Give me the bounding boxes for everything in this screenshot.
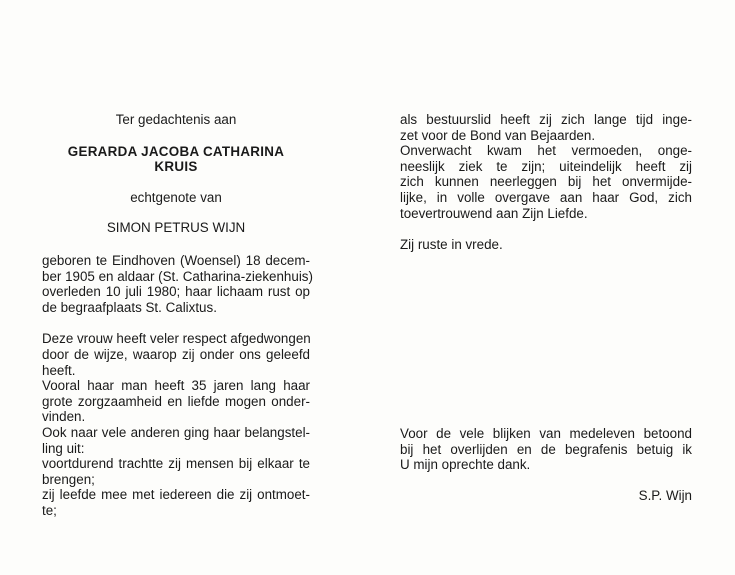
text-line: de begraafplaats St. Calixtus. <box>42 299 217 315</box>
tribute-paragraph <box>42 331 310 518</box>
text-line: U mijn oprechte dank. <box>400 457 531 473</box>
closing-section <box>400 426 692 503</box>
text-line: vinden. <box>42 409 86 425</box>
intro-text: Ter gedachtenis aan <box>115 112 237 127</box>
text-line: door de wijze, waarop zij onder ons geleefd <box>42 346 310 362</box>
text-line: Deze vrouw heeft veler respect afgedwongen <box>42 331 311 347</box>
deceased-name-line2: KRUIS <box>154 159 198 175</box>
spouse-label: echtgenote van <box>130 189 222 205</box>
rest-in-peace: Zij ruste in vrede. <box>400 237 503 253</box>
text-line: neeslijk ziek te zijn; uiteindelijk heeft zij <box>400 158 692 174</box>
text-line: heeft. <box>42 362 76 378</box>
text-line: zij leefde mee met iedereen die zij ontmoet- <box>42 487 310 503</box>
text-line: ling uit: <box>42 440 85 456</box>
text-line: geboren te Eindhoven (Woensel) 18 decem- <box>42 252 310 268</box>
birth-death-paragraph <box>42 252 313 315</box>
text-line: Voor de vele blijken van medeleven betoond <box>400 426 692 441</box>
text-line: te; <box>42 502 57 518</box>
text-line: ber 1905 en aldaar (St. Catharina-ziekenhuis) <box>42 268 313 284</box>
text-line: brengen; <box>42 471 95 487</box>
right-column <box>400 112 692 253</box>
life-paragraph <box>400 112 692 221</box>
left-column <box>42 112 313 534</box>
text-line: Vooral haar man heeft 35 jaren lang haar <box>42 378 310 394</box>
text-line: zet voor de Bond van Bejaarden. <box>400 127 596 143</box>
text-line: overleden 10 juli 1980; haar lichaam rust op <box>42 284 310 300</box>
text-line: Onverwacht kwam het vermoeden, onge- <box>400 143 692 159</box>
text-line: lijke, in volle overgave aan haar God, zich <box>400 189 692 205</box>
signature: S.P. Wijn <box>638 487 692 503</box>
deceased-name-line1: GERARDA JACOBA CATHARINA <box>67 143 285 159</box>
text-line: Ook naar vele anderen ging haar belangstel- <box>42 424 310 440</box>
text-line: als bestuurslid heeft zij zich lange tijd inge- <box>400 112 692 127</box>
text-line: bij het overlijden en de begrafenis betuig ik <box>400 441 692 457</box>
text-line: voortdurend trachtte zij mensen bij elkaar te <box>42 456 310 472</box>
text-line: grote zorgzaamheid en liefde mogen onder- <box>42 393 310 409</box>
text-line: zich kunnen neerleggen bij het onvermijde- <box>400 174 692 190</box>
text-line: toevertrouwend aan Zijn Liefde. <box>400 205 588 221</box>
spouse-name: SIMON PETRUS WIJN <box>106 220 246 236</box>
